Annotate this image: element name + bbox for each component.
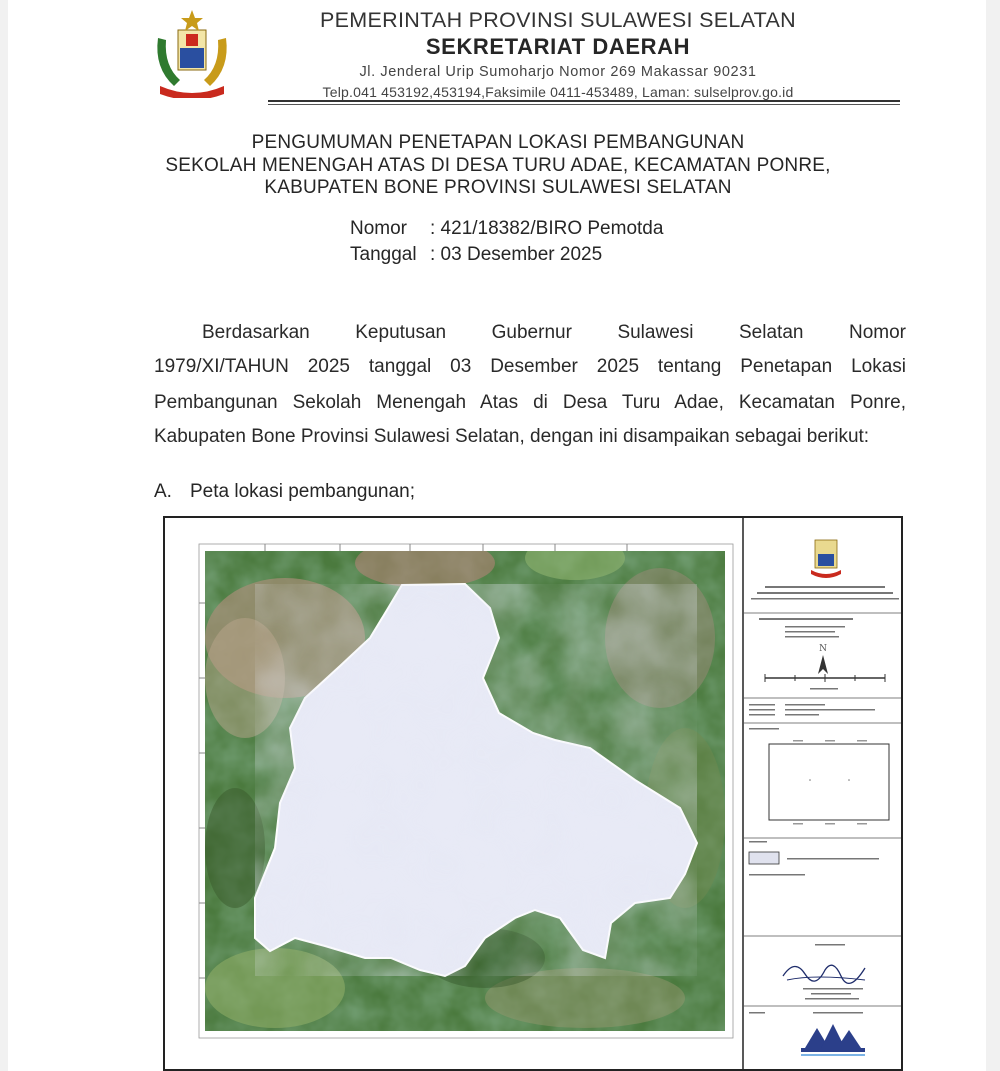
map-figure (165, 518, 901, 1069)
map-frame (163, 516, 903, 1071)
section-a-number: A. (154, 481, 172, 502)
announcement-title-line-3: KABUPATEN BONE PROVINSI SULAWESI SELATAN (264, 177, 732, 198)
body-line-4: Kabupaten Bone Provinsi Sulawesi Selatan, dengan ini disampaikan sebagai berikut: (154, 426, 870, 447)
signature-mark (783, 965, 865, 983)
inset-location-map (769, 740, 889, 825)
nomor-value: : 421/18382/BIRO Pemotda (430, 218, 664, 239)
tanggal-label: Tanggal (350, 244, 417, 265)
body-line-1: Berdasarkan Keputusan Gubernur Sulawesi Selatan Nomor (202, 322, 906, 343)
svg-text:N: N (819, 644, 827, 654)
company-logo (749, 1012, 865, 1056)
north-arrow-icon (818, 644, 828, 674)
letterhead-contact: Telp.041 453192,453194,Faksimile 0411-453489, Laman: sulselprov.go.id (322, 84, 794, 100)
announcement-title-line-1: PENGUMUMAN PENETAPAN LOKASI PEMBANGUNAN (251, 132, 745, 153)
legend-emblem-logo (811, 540, 841, 578)
announcement-title-line-2: SEKOLAH MENENGAH ATAS DI DESA TURU ADAE, KECAMATAN PONRE, (165, 155, 831, 176)
nomor-label: Nomor (350, 218, 408, 239)
letterhead-province: PEMERINTAH PROVINSI SULAWESI SELATAN (320, 8, 796, 32)
letterhead-rule-thin (268, 104, 900, 105)
section-a-heading (154, 481, 415, 503)
satellite-map-image (205, 536, 725, 1031)
tanggal-value: : 03 Desember 2025 (430, 244, 603, 265)
letterhead-address: Jl. Jenderal Urip Sumoharjo Nomor 269 Makassar 90231 (359, 64, 757, 80)
government-emblem-logo (150, 8, 234, 98)
signature-block (783, 944, 865, 1000)
letterhead-secretariat: SEKRETARIAT DAERAH (425, 34, 691, 59)
letterhead-rule (268, 100, 900, 102)
meta-nomor (350, 218, 663, 240)
legend-site-swatch (749, 852, 779, 864)
legend-key (749, 841, 879, 876)
document-page (8, 0, 986, 1071)
meta-tanggal (350, 244, 602, 266)
section-a-title: Peta lokasi pembangunan; (190, 481, 415, 502)
scale-bar (765, 674, 885, 690)
body-line-2: 1979/XI/TAHUN 2025 tanggal 03 Desember 2025 tentang Penetapan Lokasi (154, 356, 906, 377)
map-legend-panel (743, 540, 901, 1056)
body-line-3: Pembangunan Sekolah Menengah Atas di Desa Turu Adae, Kecamatan Ponre, (154, 392, 906, 413)
